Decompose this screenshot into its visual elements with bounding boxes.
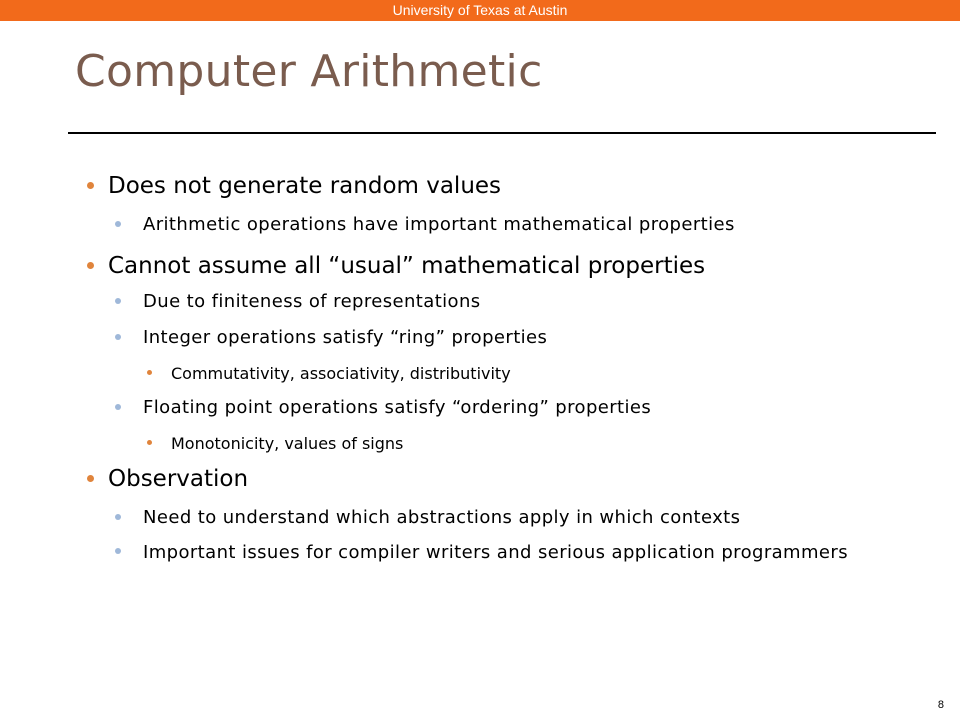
sub-bullet-item xyxy=(143,214,735,235)
page-number: 8 xyxy=(937,699,944,711)
bullet-dot-icon xyxy=(147,370,152,375)
bullet-dot-icon xyxy=(147,440,152,445)
bullet-text: Floating point operations satisfy “ordering” properties xyxy=(143,397,652,418)
bullet-text: Arithmetic operations have important mathematical properties xyxy=(143,214,735,235)
sub-sub-bullet-item xyxy=(171,364,511,383)
bullet-dot-icon xyxy=(115,298,121,304)
sub-bullet-item xyxy=(143,541,903,565)
bullet-text: Monotonicity, values of signs xyxy=(171,434,404,453)
bullet-item xyxy=(108,253,705,279)
bullet-dot-icon xyxy=(115,548,121,554)
bullet-dot-icon xyxy=(87,182,94,189)
bullet-text: Integer operations satisfy “ring” properties xyxy=(143,327,548,348)
institution-label: University of Texas at Austin xyxy=(392,2,568,18)
bullet-text: Important issues for compiler writers and serious application programmers xyxy=(143,542,848,563)
bullet-dot-icon xyxy=(115,221,121,227)
bullet-dot-icon xyxy=(87,262,94,269)
sub-bullet-item xyxy=(143,397,651,418)
bullet-text: Due to finiteness of representations xyxy=(143,291,481,312)
bullet-dot-icon xyxy=(87,475,94,482)
bullet-dot-icon xyxy=(115,514,121,520)
bullet-text: Does not generate random values xyxy=(108,173,502,199)
sub-bullet-item xyxy=(143,327,547,348)
bullet-dot-icon xyxy=(115,404,121,410)
bullet-dot-icon xyxy=(115,334,121,340)
bullet-text: Need to understand which abstractions apply in which contexts xyxy=(143,507,741,528)
bullet-text: Cannot assume all “usual” mathematical properties xyxy=(108,253,706,279)
bullet-text: Observation xyxy=(108,466,249,492)
slide-title: Computer Arithmetic xyxy=(75,46,543,97)
sub-sub-bullet-item xyxy=(171,434,403,453)
bullet-item xyxy=(108,173,501,199)
bullet-text: Commutativity, associativity, distributivity xyxy=(171,364,511,383)
bullet-item xyxy=(108,466,248,492)
sub-bullet-item xyxy=(143,291,481,312)
sub-bullet-item xyxy=(143,507,740,528)
